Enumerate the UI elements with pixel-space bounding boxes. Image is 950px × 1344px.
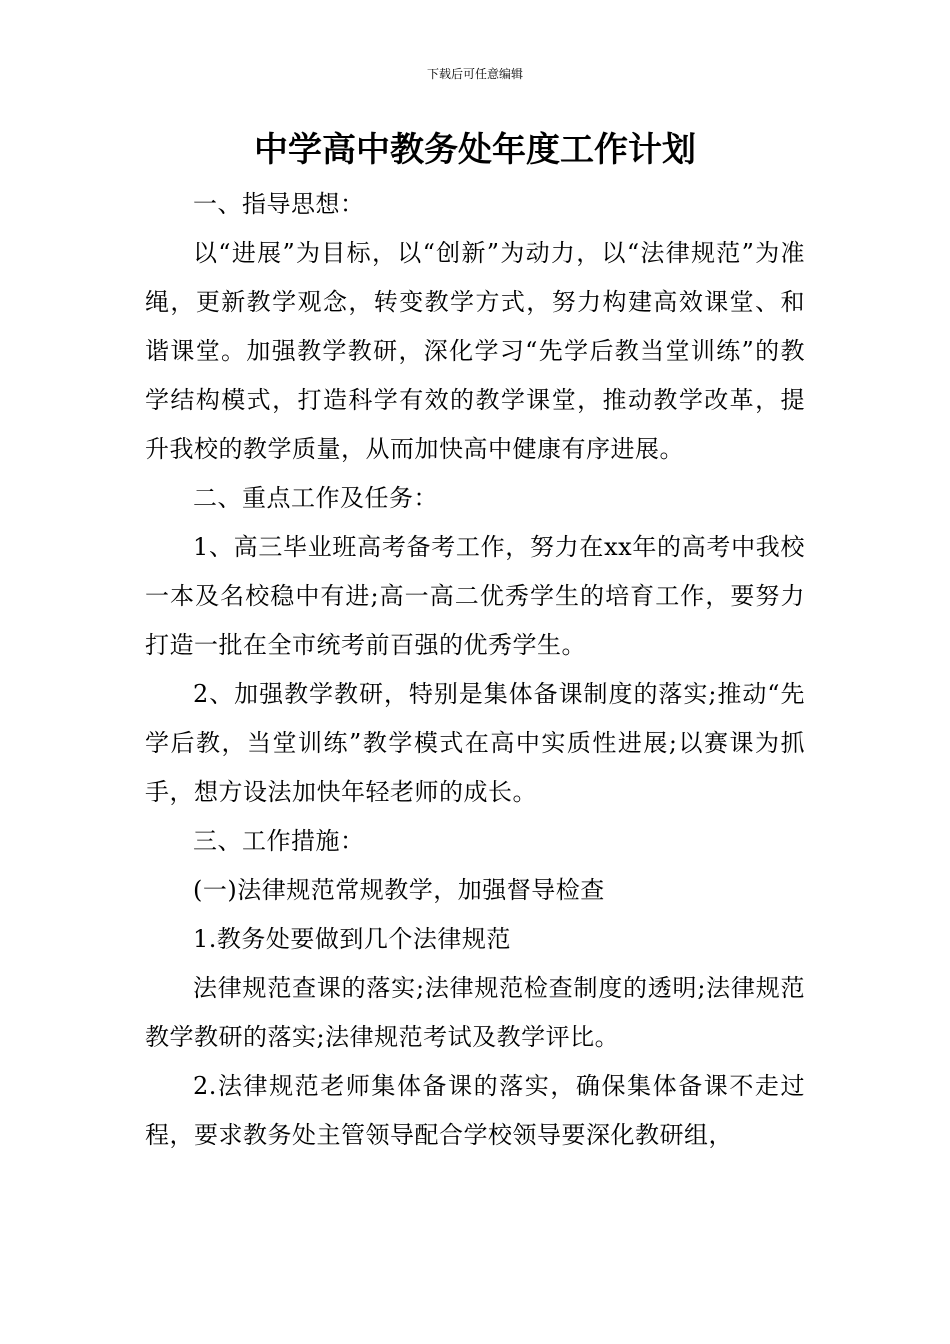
section-heading-key-tasks: 二、重点工作及任务： (193, 484, 438, 512)
subheading-measure-1-1: 1.教务处要做到几个法律规范 (193, 925, 511, 953)
paragraph-measure-1-2: 2.法律规范老师集体备课的落实，确保集体备课不走过程，要求教务处主管领导配合学校领导要深化教研组， (145, 1072, 805, 1149)
paragraph-task-1: 1、高三毕业班高考备考工作，努力在xx年的高考中我校一本及名校稳中有进;高一高二优秀学生的培育工作，要努力打造一批在全市统考前百强的优秀学生。 (145, 533, 805, 659)
paragraph-task-2: 2、加强教学教研，特别是集体备课制度的落实;推动“先学后教，当堂训练”教学模式在高中实质性进展;以赛课为抓手，想方设法加快年轻老师的成长。 (145, 680, 805, 806)
header-note: 下载后可任意编辑 (426, 67, 523, 81)
subheading-measure-1: (一)法律规范常规教学，加强督导检查 (193, 876, 605, 904)
paragraph-measure-1-1: 法律规范查课的落实;法律规范检查制度的透明;法律规范教学教研的落实;法律规范考试及教学评比。 (145, 974, 805, 1051)
paragraph-guiding-thought: 以“进展”为目标，以“创新”为动力，以“法律规范”为准绳，更新教学观念，转变教学方式，努力构建高效课堂、和谐课堂。加强教学教研，深化学习“先学后教当堂训练”的教学结构模式，打造科学有效的教学课堂，推动教学改革，提升我校的教学质量，从而加快高中健康有序进展。 (145, 239, 805, 463)
section-heading-measures: 三、工作措施： (193, 827, 365, 855)
document-title: 中学高中教务处年度工作计划 (254, 130, 696, 170)
document-body (145, 180, 805, 1160)
section-heading-guiding-thought: 一、指导思想： (193, 190, 365, 218)
